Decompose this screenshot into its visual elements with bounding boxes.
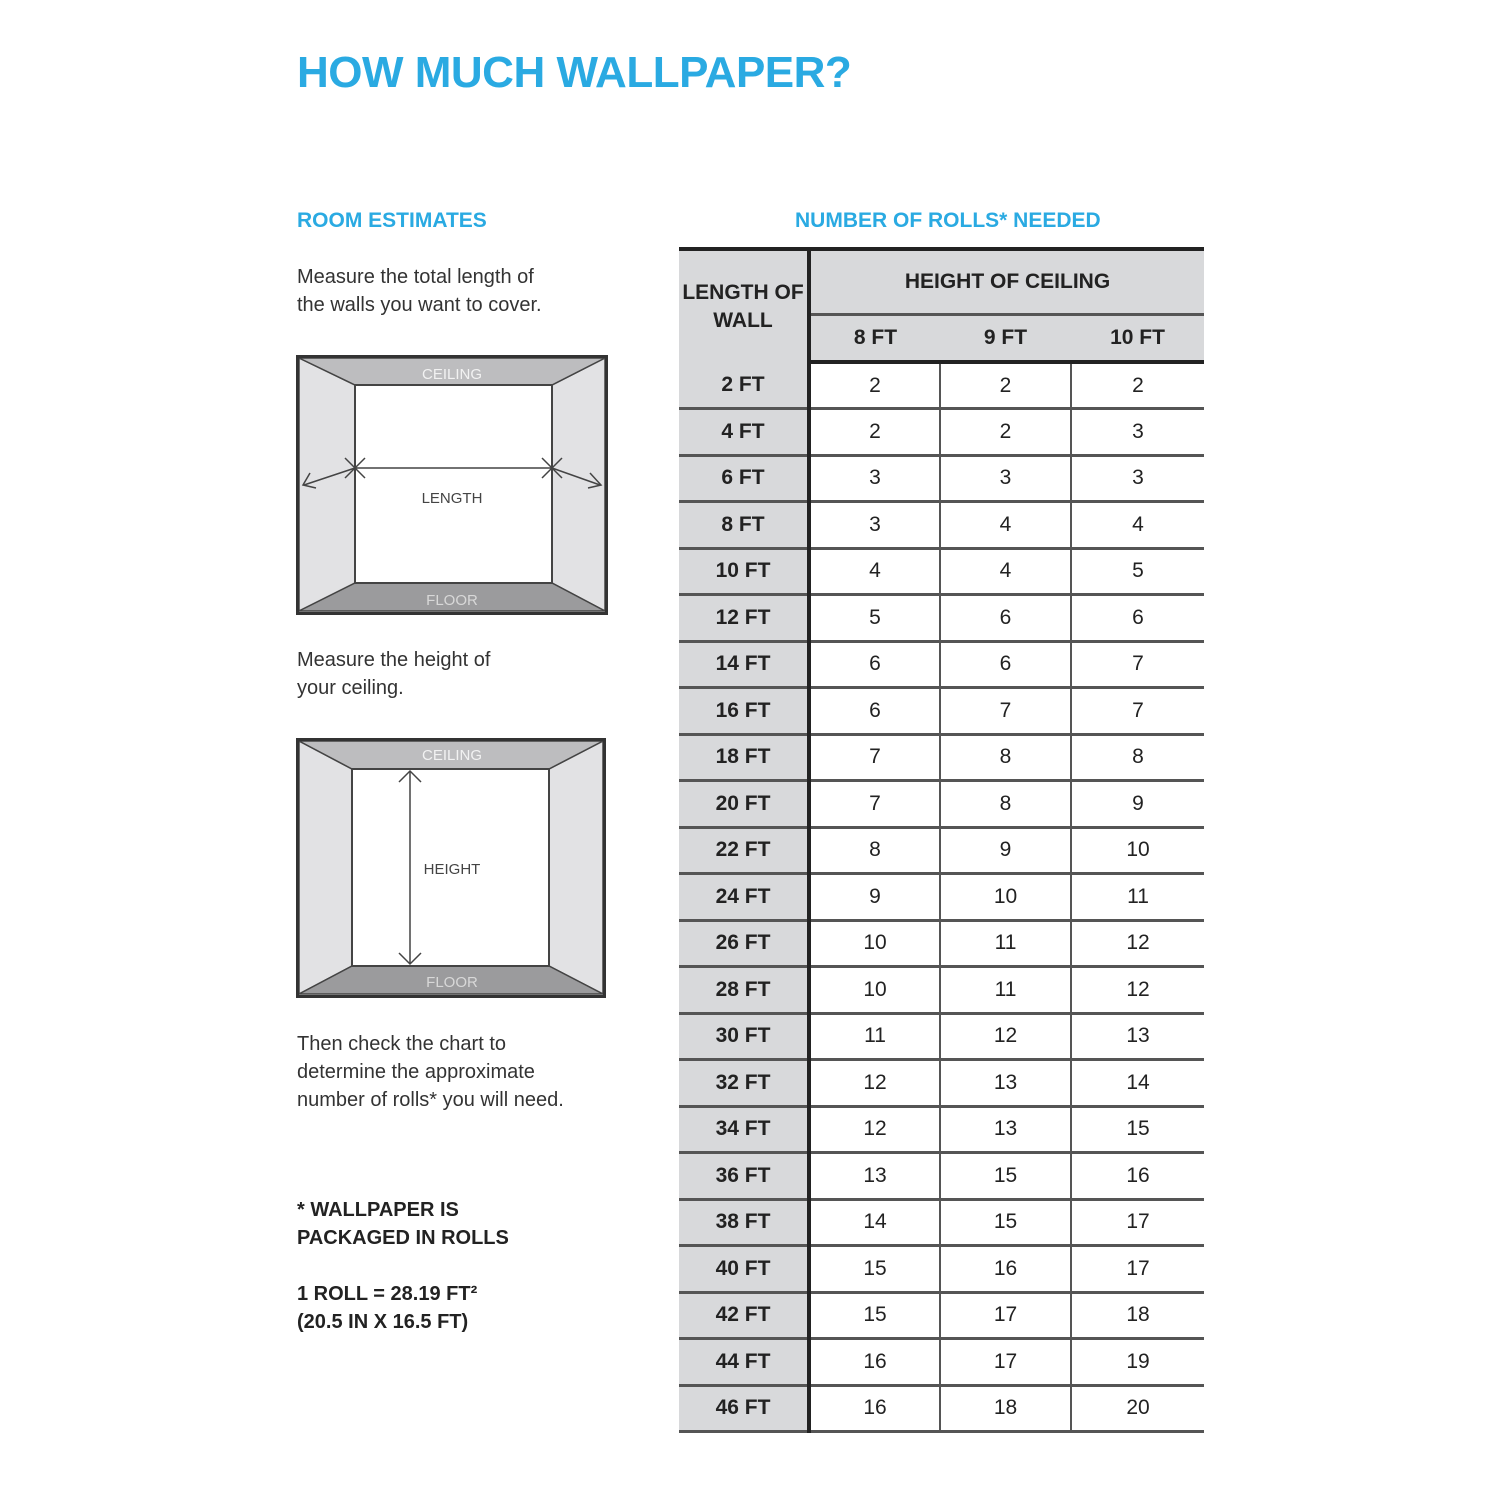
table-row bbox=[679, 502, 1204, 549]
rolls-table-body bbox=[679, 362, 1204, 1432]
row-length: 14 FT bbox=[679, 641, 809, 688]
row-length: 20 FT bbox=[679, 781, 809, 828]
rolls-value: 19 bbox=[1071, 1339, 1204, 1386]
table-row bbox=[679, 362, 1204, 409]
row-length: 2 FT bbox=[679, 362, 809, 409]
packaging-note: * WALLPAPER IS PACKAGED IN ROLLS bbox=[297, 1199, 509, 1249]
row-length: 32 FT bbox=[679, 1060, 809, 1107]
table-row bbox=[679, 1199, 1204, 1246]
rolls-value: 6 bbox=[809, 641, 940, 688]
table-row bbox=[679, 409, 1204, 456]
rolls-value: 17 bbox=[1071, 1199, 1204, 1246]
rolls-value: 8 bbox=[940, 734, 1071, 781]
rolls-value: 4 bbox=[1071, 502, 1204, 549]
rolls-value: 10 bbox=[809, 967, 940, 1014]
table-row bbox=[679, 595, 1204, 642]
step-check-chart: Then check the chart to determine the approximate number of rolls* you will need. bbox=[297, 1033, 564, 1111]
row-length: 16 FT bbox=[679, 688, 809, 735]
rolls-value: 11 bbox=[940, 920, 1071, 967]
rolls-value: 5 bbox=[809, 595, 940, 642]
rolls-value: 16 bbox=[940, 1246, 1071, 1293]
rolls-value: 12 bbox=[809, 1106, 940, 1153]
rolls-value: 2 bbox=[1071, 362, 1204, 409]
table-row bbox=[679, 1339, 1204, 1386]
length-label: LENGTH bbox=[421, 490, 483, 507]
rolls-value: 15 bbox=[940, 1153, 1071, 1200]
rolls-value: 9 bbox=[1071, 781, 1204, 828]
length-diagram bbox=[296, 355, 608, 615]
rolls-value: 4 bbox=[940, 548, 1071, 595]
rolls-value: 7 bbox=[809, 781, 940, 828]
rolls-value: 7 bbox=[1071, 641, 1204, 688]
table-row bbox=[679, 455, 1204, 502]
rolls-value: 4 bbox=[940, 502, 1071, 549]
table-row bbox=[679, 1153, 1204, 1200]
row-length: 8 FT bbox=[679, 502, 809, 549]
table-row bbox=[679, 1385, 1204, 1432]
rolls-value: 15 bbox=[809, 1292, 940, 1339]
row-length: 40 FT bbox=[679, 1246, 809, 1293]
rolls-value: 13 bbox=[940, 1106, 1071, 1153]
ceiling-label: CEILING bbox=[421, 747, 483, 764]
rolls-value: 2 bbox=[940, 362, 1071, 409]
row-length: 44 FT bbox=[679, 1339, 809, 1386]
row-length: 38 FT bbox=[679, 1199, 809, 1246]
table-row bbox=[679, 967, 1204, 1014]
rolls-value: 8 bbox=[809, 827, 940, 874]
row-length: 6 FT bbox=[679, 455, 809, 502]
rolls-value: 16 bbox=[1071, 1153, 1204, 1200]
column-header: 8 FT bbox=[809, 315, 940, 363]
rolls-value: 3 bbox=[809, 502, 940, 549]
table-row bbox=[679, 1246, 1204, 1293]
rolls-value: 10 bbox=[1071, 827, 1204, 874]
row-length: 26 FT bbox=[679, 920, 809, 967]
column-header: 9 FT bbox=[940, 315, 1071, 363]
rolls-value: 13 bbox=[809, 1153, 940, 1200]
rolls-value: 8 bbox=[940, 781, 1071, 828]
row-length: 46 FT bbox=[679, 1385, 809, 1432]
floor-label: FLOOR bbox=[426, 974, 478, 991]
table-row bbox=[679, 920, 1204, 967]
rolls-value: 7 bbox=[1071, 688, 1204, 735]
rolls-value: 17 bbox=[940, 1292, 1071, 1339]
rolls-value: 15 bbox=[809, 1246, 940, 1293]
table-row bbox=[679, 548, 1204, 595]
table-row bbox=[679, 1106, 1204, 1153]
rolls-value: 15 bbox=[940, 1199, 1071, 1246]
row-length: 28 FT bbox=[679, 967, 809, 1014]
row-length: 18 FT bbox=[679, 734, 809, 781]
rolls-value: 12 bbox=[940, 1013, 1071, 1060]
height-of-ceiling-header: HEIGHT OF CEILING bbox=[809, 249, 1204, 315]
row-length: 24 FT bbox=[679, 874, 809, 921]
row-length: 42 FT bbox=[679, 1292, 809, 1339]
height-diagram bbox=[296, 738, 606, 998]
rolls-value: 10 bbox=[809, 920, 940, 967]
rolls-value: 12 bbox=[1071, 967, 1204, 1014]
row-length: 4 FT bbox=[679, 409, 809, 456]
rolls-value: 6 bbox=[940, 641, 1071, 688]
rolls-value: 3 bbox=[809, 455, 940, 502]
table-row bbox=[679, 1060, 1204, 1107]
height-label: HEIGHT bbox=[423, 861, 481, 878]
rolls-value: 6 bbox=[809, 688, 940, 735]
table-row bbox=[679, 781, 1204, 828]
rolls-value: 14 bbox=[809, 1199, 940, 1246]
column-header: 10 FT bbox=[1071, 315, 1204, 363]
rolls-value: 15 bbox=[1071, 1106, 1204, 1153]
rolls-value: 2 bbox=[809, 362, 940, 409]
rolls-value: 3 bbox=[1071, 455, 1204, 502]
rolls-value: 6 bbox=[940, 595, 1071, 642]
table-row bbox=[679, 688, 1204, 735]
rolls-value: 5 bbox=[1071, 548, 1204, 595]
table-row bbox=[679, 1292, 1204, 1339]
rolls-value: 9 bbox=[809, 874, 940, 921]
rolls-value: 18 bbox=[1071, 1292, 1204, 1339]
rolls-value: 7 bbox=[809, 734, 940, 781]
row-length: 34 FT bbox=[679, 1106, 809, 1153]
rolls-value: 20 bbox=[1071, 1385, 1204, 1432]
rolls-needed-title: NUMBER OF ROLLS* NEEDED bbox=[795, 209, 1101, 232]
step-measure-height: Measure the height of your ceiling. bbox=[297, 649, 491, 699]
rolls-value: 17 bbox=[940, 1339, 1071, 1386]
rolls-value: 12 bbox=[809, 1060, 940, 1107]
rolls-value: 16 bbox=[809, 1339, 940, 1386]
rolls-value: 11 bbox=[940, 967, 1071, 1014]
rolls-value: 2 bbox=[809, 409, 940, 456]
rolls-value: 18 bbox=[940, 1385, 1071, 1432]
rolls-value: 11 bbox=[809, 1013, 940, 1060]
rolls-value: 11 bbox=[1071, 874, 1204, 921]
table-row bbox=[679, 1013, 1204, 1060]
rolls-value: 17 bbox=[1071, 1246, 1204, 1293]
table-row bbox=[679, 734, 1204, 781]
row-length: 12 FT bbox=[679, 595, 809, 642]
rolls-value: 3 bbox=[940, 455, 1071, 502]
row-length: 30 FT bbox=[679, 1013, 809, 1060]
table-row bbox=[679, 874, 1204, 921]
rolls-value: 3 bbox=[1071, 409, 1204, 456]
rolls-value: 12 bbox=[1071, 920, 1204, 967]
rolls-value: 9 bbox=[940, 827, 1071, 874]
step-measure-length: Measure the total length of the walls you want to cover. bbox=[297, 266, 542, 316]
rolls-value: 13 bbox=[940, 1060, 1071, 1107]
rolls-value: 4 bbox=[809, 548, 940, 595]
room-estimates-title: ROOM ESTIMATES bbox=[297, 209, 487, 232]
rolls-table bbox=[679, 247, 1204, 1433]
rolls-value: 6 bbox=[1071, 595, 1204, 642]
rolls-value: 7 bbox=[940, 688, 1071, 735]
ceiling-label: CEILING bbox=[421, 366, 483, 383]
page-title: HOW MUCH WALLPAPER? bbox=[297, 48, 852, 97]
rolls-value: 8 bbox=[1071, 734, 1204, 781]
floor-label: FLOOR bbox=[426, 592, 478, 609]
rolls-value: 2 bbox=[940, 409, 1071, 456]
row-length: 36 FT bbox=[679, 1153, 809, 1200]
table-row bbox=[679, 827, 1204, 874]
table-row bbox=[679, 641, 1204, 688]
row-length: 10 FT bbox=[679, 548, 809, 595]
rolls-value: 13 bbox=[1071, 1013, 1204, 1060]
roll-info: 1 ROLL = 28.19 FT² (20.5 IN X 16.5 FT) bbox=[297, 1283, 478, 1333]
row-length: 22 FT bbox=[679, 827, 809, 874]
rolls-value: 10 bbox=[940, 874, 1071, 921]
length-of-wall-header: LENGTH OF WALL bbox=[679, 249, 809, 362]
rolls-value: 16 bbox=[809, 1385, 940, 1432]
rolls-value: 14 bbox=[1071, 1060, 1204, 1107]
